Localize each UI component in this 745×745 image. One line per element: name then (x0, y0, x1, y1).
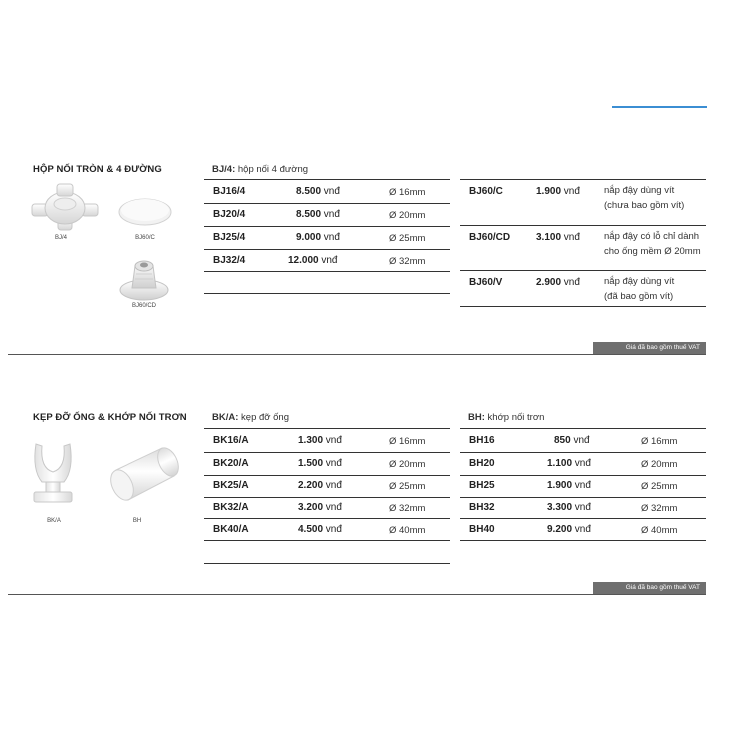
product-code-bh25: BH25 (469, 480, 495, 491)
product-diameter-bk25a: Ø 25mm (389, 481, 426, 492)
product-code-bj20-4: BJ20/4 (213, 209, 246, 220)
product-desc-bj60v: nắp đậy dùng vít (đã bao gồm vít) (604, 276, 675, 302)
group-label-bh (468, 412, 544, 423)
product-code-bj25-4: BJ25/4 (213, 232, 246, 243)
product-price-bk40a: 4.500 vnđ (298, 524, 342, 535)
group-label-bj4 (212, 164, 308, 175)
product-diameter-bh32: Ø 32mm (641, 503, 678, 514)
product-code-bk40a: BK40/A (213, 524, 249, 535)
table-rule (204, 475, 450, 476)
table-rule (204, 293, 450, 294)
product-desc-bj60cd: nắp đậy có lỗ chỉ dành cho ống mềm Ø 20mm (604, 231, 701, 257)
image-caption-bka: BK/A (47, 518, 61, 524)
product-diameter-bh25: Ø 25mm (641, 481, 678, 492)
accent-line (612, 106, 707, 108)
vat-note-badge: Giá đã bao gồm thuế VAT (593, 582, 706, 594)
product-diameter-bk40a: Ø 40mm (389, 525, 426, 536)
image-caption-bh: BH (132, 518, 142, 524)
table-rule (204, 203, 450, 204)
table-rule (460, 306, 706, 307)
product-diameter-bk20a: Ø 20mm (389, 459, 426, 470)
group-label-code: BJ/4: (212, 164, 236, 175)
product-price-bk16a: 1.300 vnđ (298, 435, 342, 446)
product-diameter-bh40: Ø 40mm (641, 525, 678, 536)
section-divider (8, 354, 706, 355)
product-price-bk20a: 1.500 vnđ (298, 458, 342, 469)
product-price-bj32-4: 12.000 vnđ (288, 255, 338, 266)
product-code-bj60cd: BJ60/CD (469, 232, 511, 243)
table-rule (460, 179, 706, 180)
product-diameter-bk16a: Ø 16mm (389, 436, 426, 447)
section-title-junction-box: HỘP NỐI TRÒN & 4 ĐƯỜNG (33, 164, 162, 175)
product-price-bh32: 3.300 vnđ (547, 502, 591, 513)
product-diameter-bj20-4: Ø 20mm (389, 210, 426, 221)
group-label-bka (212, 412, 289, 423)
table-rule (204, 249, 450, 250)
product-price-bh40: 9.200 vnđ (547, 524, 591, 535)
plain-coupling-icon (100, 440, 180, 512)
product-code-bj60c: BJ60/C (469, 186, 503, 197)
product-code-bh40: BH40 (469, 524, 495, 535)
table-rule (204, 497, 450, 498)
product-code-bk25a: BK25/A (213, 480, 249, 491)
group-label-text: kẹp đỡ ống (238, 412, 289, 423)
product-diameter-bh16: Ø 16mm (641, 436, 678, 447)
group-label-code: BK/A: (212, 412, 239, 423)
product-code-bk32a: BK32/A (213, 502, 249, 513)
table-rule (460, 540, 706, 541)
product-code-bk20a: BK20/A (213, 458, 249, 469)
product-price-bk32a: 3.200 vnđ (298, 502, 342, 513)
table-rule (204, 179, 450, 180)
image-caption-bj60cd: BJ60/CD (131, 303, 156, 309)
product-diameter-bj16-4: Ø 16mm (389, 187, 426, 198)
table-rule (460, 452, 706, 453)
product-code-bj16-4: BJ16/4 (213, 186, 246, 197)
table-rule (204, 518, 450, 519)
table-rule (204, 540, 450, 541)
round-cover-plate-icon (117, 194, 173, 228)
junction-box-4-way-icon (30, 180, 100, 232)
product-price-bj60v: 2.900 vnđ (536, 277, 580, 288)
product-diameter-bj25-4: Ø 25mm (389, 233, 426, 244)
table-rule (460, 518, 706, 519)
table-rule (460, 475, 706, 476)
product-price-bj16-4: 8.500 vnđ (296, 186, 340, 197)
table-rule (460, 497, 706, 498)
product-desc-bj60c: nắp đậy dùng vít (chưa bao gồm vít) (604, 185, 685, 211)
product-code-bh32: BH32 (469, 502, 495, 513)
product-code-bk16a: BK16/A (213, 435, 249, 446)
table-rule (204, 563, 450, 564)
group-label-code: BH: (468, 412, 485, 423)
product-price-bh20: 1.100 vnđ (547, 458, 591, 469)
group-label-text: hộp nối 4 đường (235, 164, 309, 175)
product-code-bj32-4: BJ32/4 (213, 255, 246, 266)
pipe-clip-icon (28, 440, 78, 512)
image-caption-bj4: BJ/4 (54, 235, 67, 241)
section-title-pipe-clip: KẸP ĐỠ ỐNG & KHỚP NỐI TRƠN (33, 412, 187, 423)
table-rule (460, 225, 706, 226)
product-price-bh25: 1.900 vnđ (547, 480, 591, 491)
group-label-text: khớp nối trơn (484, 412, 545, 423)
product-price-bj60cd: 3.100 vnđ (536, 232, 580, 243)
product-code-bh20: BH20 (469, 458, 495, 469)
product-diameter-bh20: Ø 20mm (641, 459, 678, 470)
table-rule (204, 452, 450, 453)
table-rule (460, 428, 706, 429)
product-diameter-bj32-4: Ø 32mm (389, 256, 426, 267)
product-price-bj20-4: 8.500 vnđ (296, 209, 340, 220)
section-divider (8, 594, 706, 595)
product-price-bk25a: 2.200 vnđ (298, 480, 342, 491)
product-price-bj25-4: 9.000 vnđ (296, 232, 340, 243)
vat-note-badge: Giá đã bao gồm thuế VAT (593, 342, 706, 354)
round-box-with-cord-hole-icon (118, 252, 170, 302)
image-caption-bj60c: BJ60/C (135, 235, 155, 241)
table-rule (204, 428, 450, 429)
product-price-bh16: 850 vnđ (554, 435, 590, 446)
product-price-bj60c: 1.900 vnđ (536, 186, 580, 197)
product-code-bj60v: BJ60/V (469, 277, 503, 288)
table-rule (204, 226, 450, 227)
product-code-bh16: BH16 (469, 435, 495, 446)
table-rule (204, 271, 450, 272)
table-rule (460, 270, 706, 271)
product-diameter-bk32a: Ø 32mm (389, 503, 426, 514)
